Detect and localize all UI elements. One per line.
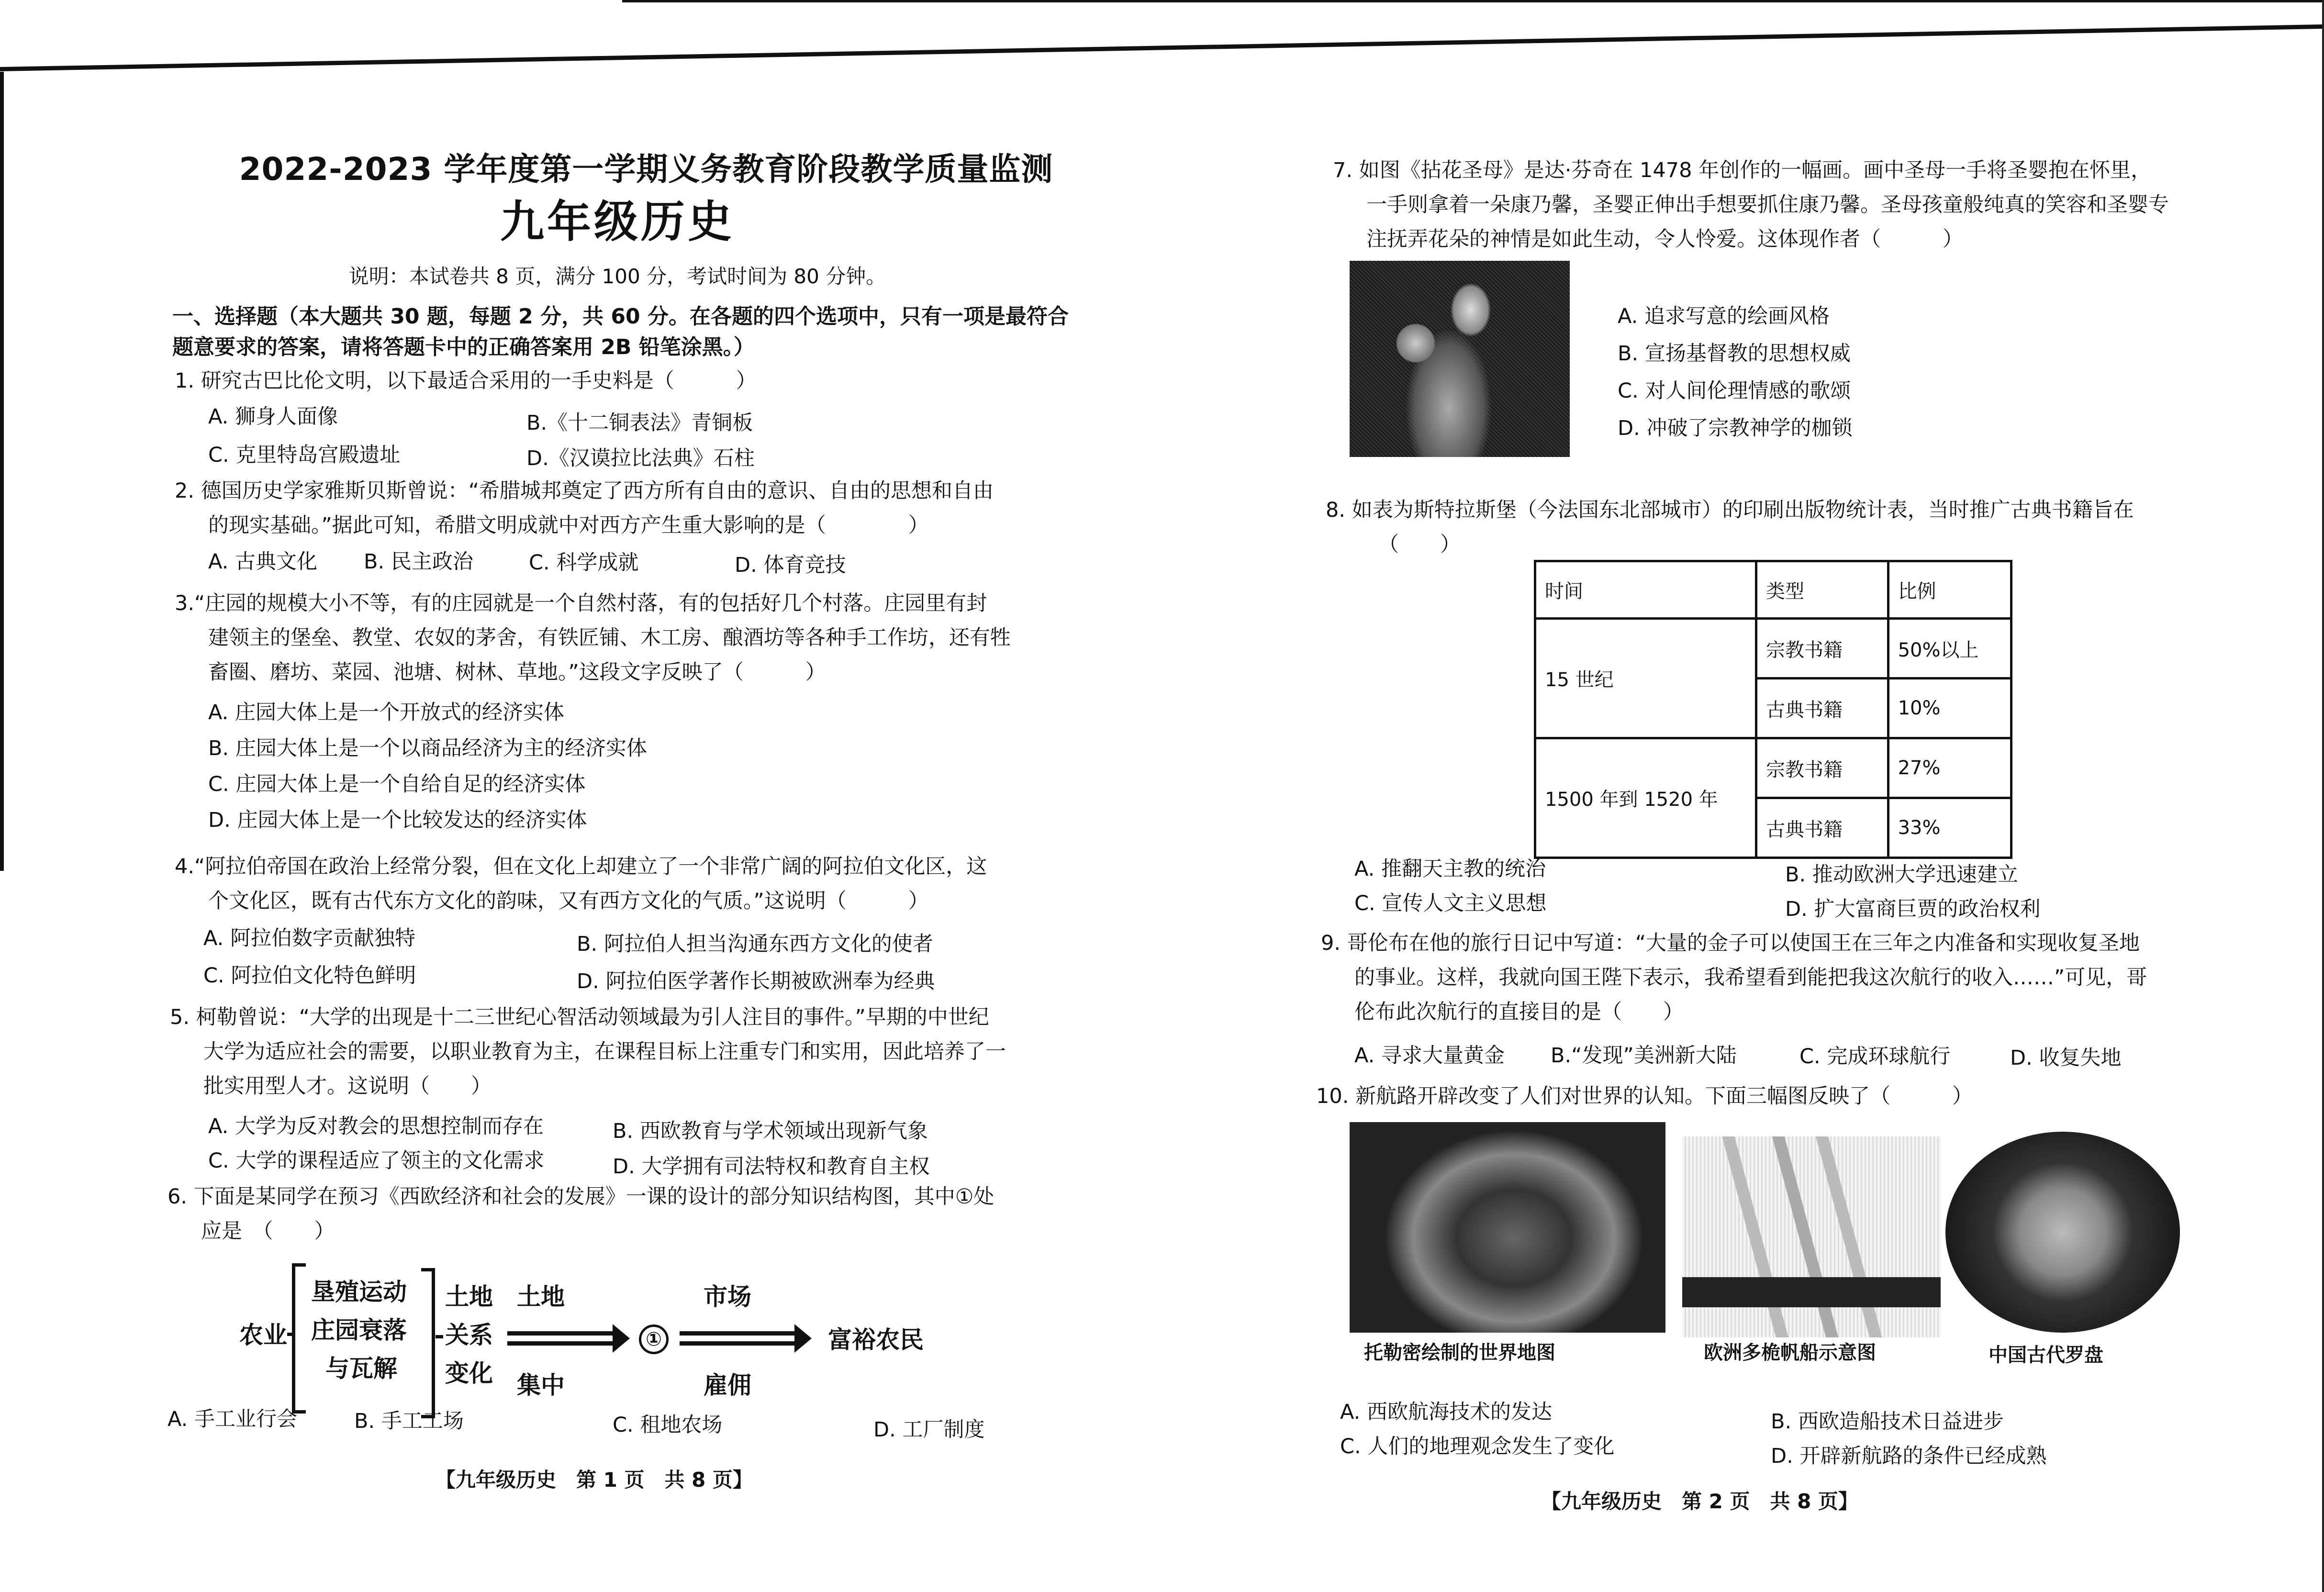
circled-number-1: ①: [639, 1325, 669, 1354]
question-3: 3.“庄园的规模大小不等，有的庄园就是一个自然村落，有的包括好几个村落。庄园里有封 建领主的堡垒、教堂、农奴的茅舍，有铁匠铺、木工房、酿酒坊等各种手工作坊，还有牲 畜圈、磨坊、菜园、池塘、树林、草地。”这段文字反映了（ ） A. 庄园大体上是一个开放式的经济实体 B. 庄园大体上是一个以商品经济为主的经济实体 C. 庄园大体上是一个自给自足的经济实体 D. 庄园大体上是一个比较发达的经济实体: [175, 586, 1074, 845]
option-b[interactable]: B. 西欧教育与学术领域出现新气象: [613, 1119, 928, 1143]
option-a[interactable]: A. 手工业行会: [168, 1407, 297, 1431]
option-c[interactable]: C. 庄园大体上是一个自给自足的经济实体: [208, 772, 586, 796]
ptolemy-world-map-image: [1350, 1122, 1665, 1333]
printing-stats-table: [1534, 560, 2012, 859]
question-9: 9. 哥伦布在他的旅行日记中写道：“大量的金子可以使国王在三年之内准备和实现收复圣地 的事业。这样，我就向国王陛下表示，我希望看到能把我这次航行的收入……”可见，哥 伦布此次航行的直接目的是（ ） A. 寻求大量黄金 B.“发现”美洲新大陆 C. 完成环球航行 D. 收复失地: [1321, 926, 2216, 1069]
table-cell-period: 1500 年到 1520 年: [1535, 738, 1756, 858]
option-d[interactable]: D.《汉谟拉比法典》石柱: [526, 446, 755, 470]
table-cell-period: 15 世纪: [1535, 619, 1756, 738]
option-a[interactable]: A. 西欧航海技术的发达: [1340, 1400, 1552, 1424]
table-cell: 27%: [1888, 738, 2011, 798]
bracket-item: 垦殖运动: [311, 1278, 407, 1306]
figure-caption: 托勒密绘制的世界地图: [1364, 1342, 1555, 1364]
option-a[interactable]: A. 追求写意的绘画风格: [1618, 304, 1830, 328]
option-c[interactable]: C. 对人间伦理情感的歌颂: [1618, 379, 1851, 403]
question-number: 10.: [1316, 1084, 1349, 1108]
table-cell: 33%: [1888, 798, 2011, 858]
scan-artifact-left-edge: [0, 72, 4, 871]
figure-caption: 中国古代罗盘: [1989, 1344, 2103, 1366]
option-c[interactable]: C. 租地农场: [613, 1413, 723, 1437]
diagram-root: 农业: [239, 1321, 287, 1349]
bracket-right: [421, 1268, 435, 1418]
change-label: 关系: [445, 1321, 493, 1349]
option-b[interactable]: B. 阿拉伯人担当沟通东西方文化的使者: [577, 932, 933, 956]
option-c[interactable]: C. 克里特岛宫殿遗址: [208, 443, 401, 467]
table-cell: 宗教书籍: [1756, 738, 1888, 798]
option-a[interactable]: A. 推翻天主教的统治: [1354, 857, 1546, 881]
option-d[interactable]: D. 开辟新航路的条件已经成熟: [1771, 1444, 2047, 1468]
option-c[interactable]: C. 完成环球航行: [1799, 1045, 1951, 1069]
option-d[interactable]: D. 大学拥有司法特权和教育自主权: [613, 1155, 930, 1179]
option-d[interactable]: D. 体育竞技: [735, 553, 846, 577]
change-label: 土地: [445, 1283, 493, 1311]
exam-instructions: 说明：本试卷共 8 页，满分 100 分，考试时间为 80 分钟。: [348, 265, 886, 288]
double-arrow-icon: [507, 1331, 613, 1346]
question-6: 6. 下面是某同学在预习《西欧经济和社会的发展》一课的设计的部分知识结构图，其中①处 应是 （ ）: [168, 1185, 994, 1243]
connector: [436, 1335, 443, 1338]
question-7-options: [1618, 299, 2000, 457]
table-cell: 10%: [1888, 679, 2011, 738]
bracket-item: 庄园衰落: [311, 1316, 407, 1344]
table-cell: 宗教书籍: [1756, 619, 1888, 679]
table-cell: 50%以上: [1888, 619, 2011, 679]
option-b[interactable]: B. 手工工场: [354, 1409, 464, 1433]
option-b[interactable]: B. 庄园大体上是一个以商品经济为主的经济实体: [208, 736, 647, 760]
arrow-label: 市场: [704, 1283, 751, 1311]
madonna-painting-image: [1350, 261, 1570, 457]
option-c[interactable]: C. 阿拉伯文化特色鲜明: [203, 964, 416, 988]
question-6-options: [168, 1402, 1077, 1440]
question-1: [175, 364, 1074, 474]
sailing-ship-image: [1682, 1136, 1941, 1337]
question-8: 8. 如表为斯特拉斯堡（今法国东北部城市）的印刷出版物统计表，当时推广古典书籍旨在 （ ）: [1326, 498, 2134, 557]
section-heading: 一、选择题（本大题共 30 题，每题 2 分，共 60 分。在各题的四个选项中，只有一项是最符合题意要求的答案，请将答题卡中的正确答案用 2B 铅笔涂黑。）: [172, 304, 1069, 359]
option-b[interactable]: B. 民主政治: [364, 550, 473, 574]
option-d[interactable]: D. 冲破了宗教神学的枷锁: [1618, 416, 1853, 440]
option-d[interactable]: D. 工厂制度: [873, 1418, 985, 1442]
table-header: 时间: [1535, 561, 1756, 619]
question-number: 4.: [175, 855, 195, 879]
option-a[interactable]: A. 庄园大体上是一个开放式的经济实体: [208, 701, 564, 724]
option-c[interactable]: C. 科学成就: [529, 551, 639, 575]
question-2: 2. 德国历史学家雅斯贝斯曾说：“希腊城邦奠定了西方所有自由的意识、自由的思想和自由 的现实基础。”据此可知，希腊文明成就中对西方产生重大影响的是（ ） A. 古典文化 B. 民主政治 C. 科学成就 D. 体育竞技: [175, 474, 1074, 584]
question-10-options: [1340, 1395, 2211, 1467]
question-number: 5.: [170, 1005, 190, 1029]
figure-caption: 欧洲多桅帆船示意图: [1704, 1342, 1876, 1364]
option-b[interactable]: B. 西欧造船技术日益进步: [1771, 1410, 2004, 1434]
diagram-result: 富裕农民: [828, 1326, 924, 1354]
page-1: [158, 0, 1077, 1592]
exam-title: 2022-2023 学年度第一学期义务教育阶段教学质量监测: [239, 151, 1053, 188]
arrow-label: 雇佣: [704, 1371, 751, 1399]
option-c[interactable]: C. 大学的课程适应了领主的文化需求: [208, 1149, 545, 1173]
option-d[interactable]: D. 庄园大体上是一个比较发达的经济实体: [208, 808, 587, 832]
double-arrow-icon: [680, 1331, 794, 1346]
question-4: 4.“阿拉伯帝国在政治上经常分裂，但在文化上却建立了一个非常广阔的阿拉伯文化区，这 个文化区，既有古代东方文化的韵味，又有西方文化的气质。”这说明（ ） A. 阿拉伯数字贡献独特 B. 阿拉伯人担当沟通东西方文化的使者 C. 阿拉伯文化特色鲜明 D. 阿拉伯医学著作长期被欧洲奉为经典: [175, 849, 1074, 998]
question-stem: 研究古巴比伦文明，以下最适合采用的一手史料是（ ）: [201, 369, 757, 393]
option-a[interactable]: A. 寻求大量黄金: [1354, 1044, 1505, 1068]
question-8-options: [1354, 852, 2216, 924]
scan-artifact-right-edge: [2322, 0, 2324, 1592]
page-footer: 【九年级历史 第 2 页 共 8 页】: [1541, 1490, 1858, 1513]
table-cell: 古典书籍: [1756, 798, 1888, 858]
question-number: 1.: [175, 369, 195, 393]
question-number: 7.: [1333, 158, 1353, 182]
option-c[interactable]: C. 宣传人文主义思想: [1354, 891, 1547, 915]
question-number: 9.: [1321, 931, 1341, 955]
option-a[interactable]: A. 古典文化: [208, 550, 317, 574]
option-d[interactable]: D. 阿拉伯医学著作长期被欧洲奉为经典: [577, 969, 935, 993]
option-b[interactable]: B. 宣扬基督教的思想权威: [1618, 342, 1851, 366]
option-a[interactable]: A. 大学为反对教会的思想控制而存在: [208, 1114, 544, 1138]
question-number: 8.: [1326, 498, 1346, 522]
bracket-left: [292, 1263, 306, 1414]
table-cell: 古典书籍: [1756, 679, 1888, 738]
table-header: 比例: [1888, 561, 2011, 619]
page-2: [1311, 0, 2221, 1592]
option-d[interactable]: D. 扩大富商巨贾的政治权利: [1785, 897, 2041, 921]
option-a[interactable]: A. 阿拉伯数字贡献独特: [203, 926, 415, 950]
option-b[interactable]: B. 推动欧洲大学迅速建立: [1785, 863, 2018, 887]
table-header: 类型: [1756, 561, 1888, 619]
question-number: 3.: [175, 591, 195, 615]
chinese-compass-image: [1945, 1132, 2180, 1333]
page-footer: 【九年级历史 第 1 页 共 8 页】: [436, 1468, 753, 1492]
option-a[interactable]: A. 狮身人面像: [208, 405, 338, 429]
question-7: 7. 如图《拈花圣母》是达·芬奇在 1478 年创作的一幅画。画中圣母一手将圣婴抱在怀里， 一手则拿着一朵康乃馨，圣婴正伸出手想要抓住康乃馨。圣母孩童般纯真的笑容和圣婴专 注抚弄花朵的神情是如此生动，令人怜爱。这体现作者（ ）: [1333, 158, 2169, 251]
change-label: 变化: [445, 1359, 493, 1387]
question-number: 2.: [175, 479, 195, 503]
knowledge-structure-diagram: [220, 1254, 938, 1412]
question-5: 5. 柯勒曾说：“大学的出现是十二三世纪心智活动领域最为引人注目的事件。”早期的中世纪 大学为适应社会的需要，以职业教育为主，在课程目标上注重专门和实用，因此培养了一 批实用型人才。这说明（ ） A. 大学为反对教会的思想控制而存在 B. 西欧教育与学术领域出现新气象 C. 大学的课程适应了领主的文化需求 D. 大学拥有司法特权和教育自主权: [170, 1000, 1074, 1182]
option-c[interactable]: C. 人们的地理观念发生了变化: [1340, 1435, 1615, 1458]
question-number: 6.: [168, 1185, 188, 1209]
option-d[interactable]: D. 收复失地: [2010, 1046, 2122, 1070]
arrow-label: 集中: [517, 1371, 565, 1399]
question-10: 10. 新航路开辟改变了人们对世界的认知。下面三幅图反映了（ ）: [1316, 1084, 1973, 1108]
arrow-label: 土地: [517, 1283, 565, 1311]
option-b[interactable]: B.“发现”美洲新大陆: [1551, 1044, 1737, 1068]
subject-title: 九年级历史: [500, 196, 735, 247]
bracket-item: 与瓦解: [325, 1355, 397, 1382]
option-b[interactable]: B.《十二铜表法》青铜板: [526, 411, 753, 435]
